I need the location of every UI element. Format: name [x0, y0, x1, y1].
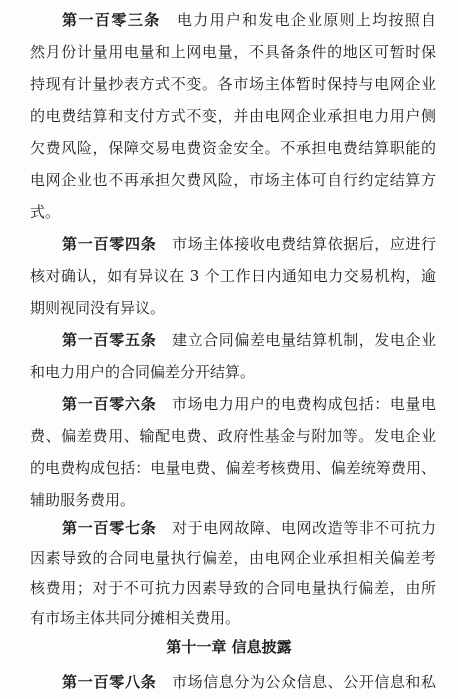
article-105-line-2: 和电力用户的合同偏差分开结算。 — [30, 363, 256, 381]
article-103-line-1 — [62, 8, 436, 32]
article-105-text-1: 建立合同偏差电量结算机制，发电企业 — [172, 331, 436, 349]
article-106-head: 第一百零六条 — [62, 395, 157, 413]
article-108-text-1: 市场信息分为公众信息、公开信息和私 — [172, 673, 436, 691]
article-105-head: 第一百零五条 — [62, 331, 157, 349]
article-106-text-1: 市场电力用户的电费构成包括：电量电 — [172, 395, 436, 413]
article-103-line-3: 持现有计量抄表方式不变。各市场主体暂时保持与电网企业 — [30, 75, 436, 93]
chapter-heading: 第十一章 信息披露 — [166, 638, 292, 656]
article-107-line-1 — [62, 516, 436, 540]
article-103-line-5: 欠费风险，保障交易电费资金安全。不承担电费结算职能的 — [30, 139, 436, 157]
article-103-line-7: 式。 — [30, 203, 61, 221]
article-104-line-2: 核对确认，如有异议在 3 个工作日内通知电力交易机构，逾 — [30, 267, 436, 285]
article-104-head: 第一百零四条 — [62, 235, 157, 253]
article-105-line-1 — [62, 328, 436, 352]
article-106-line-1 — [62, 392, 436, 416]
article-107-line-4: 有市场主体共同分摊相关费用。 — [30, 609, 241, 627]
article-108-head: 第一百零八条 — [62, 673, 157, 691]
article-106-line-2: 费、偏差费用、输配电费、政府性基金与附加等。发电企业 — [30, 427, 436, 445]
article-104-line-3: 期则视同没有异议。 — [30, 299, 166, 317]
article-103-text-1: 电力用户和发电企业原则上均按照自 — [177, 11, 436, 29]
article-106-line-3: 的电费构成包括：电量电费、偏差考核费用、偏差统筹费用、 — [30, 459, 436, 477]
article-103-line-6: 电网企业也不再承担欠费风险，市场主体可自行约定结算方 — [30, 171, 436, 189]
article-103-line-2: 然月份计量用电量和上网电量，不具备条件的地区可暂时保 — [30, 43, 436, 61]
article-104-line-1 — [62, 232, 436, 256]
article-103-line-4: 的电费结算和支付方式不变，并由电网企业承担电力用户侧 — [30, 107, 436, 125]
article-107-text-1: 对于电网故障、电网改造等非不可抗力 — [172, 519, 436, 537]
article-107-head: 第一百零七条 — [62, 519, 157, 537]
article-103-head: 第一百零三条 — [62, 11, 161, 29]
article-106-line-4: 辅助服务费用。 — [30, 491, 136, 509]
article-107-line-2: 因素导致的合同电量执行偏差，由电网企业承担相关偏差考 — [30, 549, 436, 567]
article-108-line-1 — [62, 670, 436, 694]
article-104-text-1: 市场主体接收电费结算依据后，应进行 — [172, 235, 436, 253]
article-107-line-3: 核费用；对于不可抗力因素导致的合同电量执行偏差，由所 — [30, 579, 436, 597]
